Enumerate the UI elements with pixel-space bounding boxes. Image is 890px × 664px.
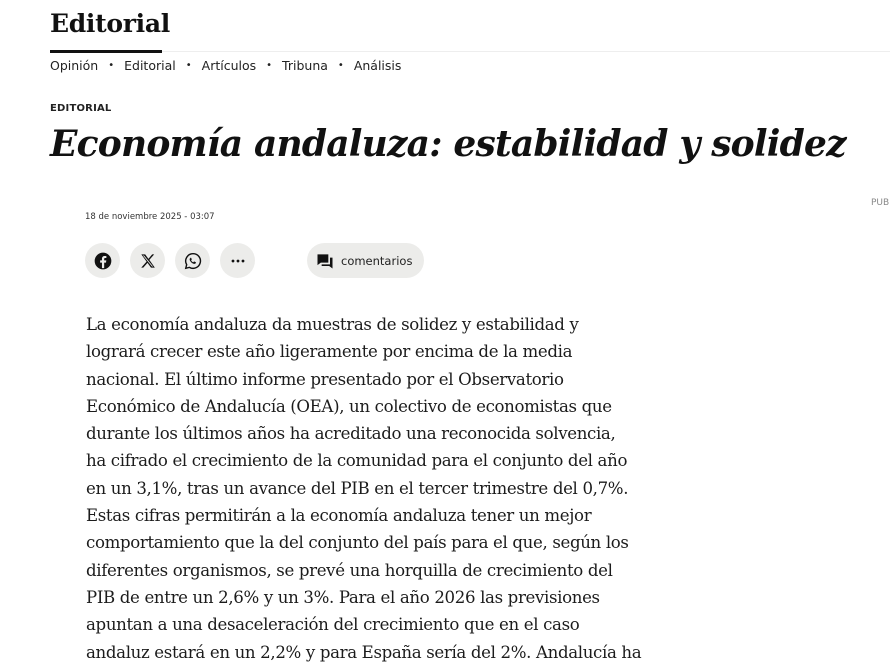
body-line: andaluz estará en un 2,2% y para España sería del 2%. Andalucía ha	[86, 642, 642, 662]
body-line: comportamiento que la del conjunto del país para el que, según los	[86, 533, 629, 553]
share-x-button[interactable]	[130, 243, 165, 278]
body-line: La economía andaluza da muestras de solidez y estabilidad y	[86, 315, 579, 334]
article-kicker[interactable]: EDITORIAL	[50, 103, 112, 114]
article-body	[86, 311, 686, 664]
subnav-item-tribuna[interactable]: Tribuna	[282, 58, 328, 73]
subnav-item-analisis[interactable]: Análisis	[353, 58, 402, 73]
body-line: nacional. El último informe presentado por el Observatorio	[86, 369, 564, 389]
subnav-item-opinion[interactable]: Opinión	[50, 58, 99, 73]
body-line: PIB de entre un 2,6% y un 3%. Para el año 2026 las previsiones	[86, 587, 600, 607]
facebook-icon	[93, 251, 113, 271]
share-whatsapp-button[interactable]	[175, 243, 210, 278]
separator-dot: •	[185, 60, 192, 71]
body-line: diferentes organismos, se prevé una horquilla de crecimiento del	[86, 560, 613, 580]
body-line: Económico de Andalucía (OEA), un colectivo de economistas que	[86, 396, 612, 416]
subnav	[50, 58, 401, 73]
separator-dot: •	[337, 60, 344, 71]
whatsapp-icon	[183, 251, 203, 271]
share-more-button[interactable]	[220, 243, 255, 278]
body-line: apuntan a una desaceleración del crecimiento que en el caso	[86, 615, 580, 635]
ad-label: PUB	[871, 198, 890, 208]
article-dateline: 18 de noviembre 2025 - 03:07	[85, 212, 215, 222]
body-line: en un 3,1%, tras un avance del PIB en el tercer trimestre del 0,7%.	[86, 478, 629, 498]
share-facebook-button[interactable]	[85, 243, 120, 278]
body-line: ha cifrado el crecimiento de la comunidad para el conjunto del año	[86, 451, 628, 471]
share-bar	[85, 243, 265, 278]
header-divider	[50, 51, 890, 52]
separator-dot: •	[266, 60, 273, 71]
subnav-item-articulos[interactable]: Artículos	[201, 58, 257, 73]
body-line: Estas cifras permitirán a la economía andaluza tener un mejor	[86, 506, 592, 526]
article-headline: Economía andaluza: estabilidad y solidez	[50, 123, 846, 165]
body-line: logrará crecer este año ligeramente por encima de la media	[86, 342, 573, 362]
separator-dot: •	[108, 60, 115, 71]
comments-label: comentarios	[341, 253, 413, 268]
comments-button[interactable]	[307, 243, 424, 278]
more-icon	[228, 251, 248, 271]
subnav-item-editorial[interactable]: Editorial	[124, 58, 176, 73]
comments-icon	[315, 251, 335, 271]
section-title[interactable]: Editorial	[50, 9, 170, 38]
section-underline	[50, 50, 162, 53]
x-icon	[138, 251, 158, 271]
body-line: durante los últimos años ha acreditado una reconocida solvencia,	[86, 424, 616, 444]
